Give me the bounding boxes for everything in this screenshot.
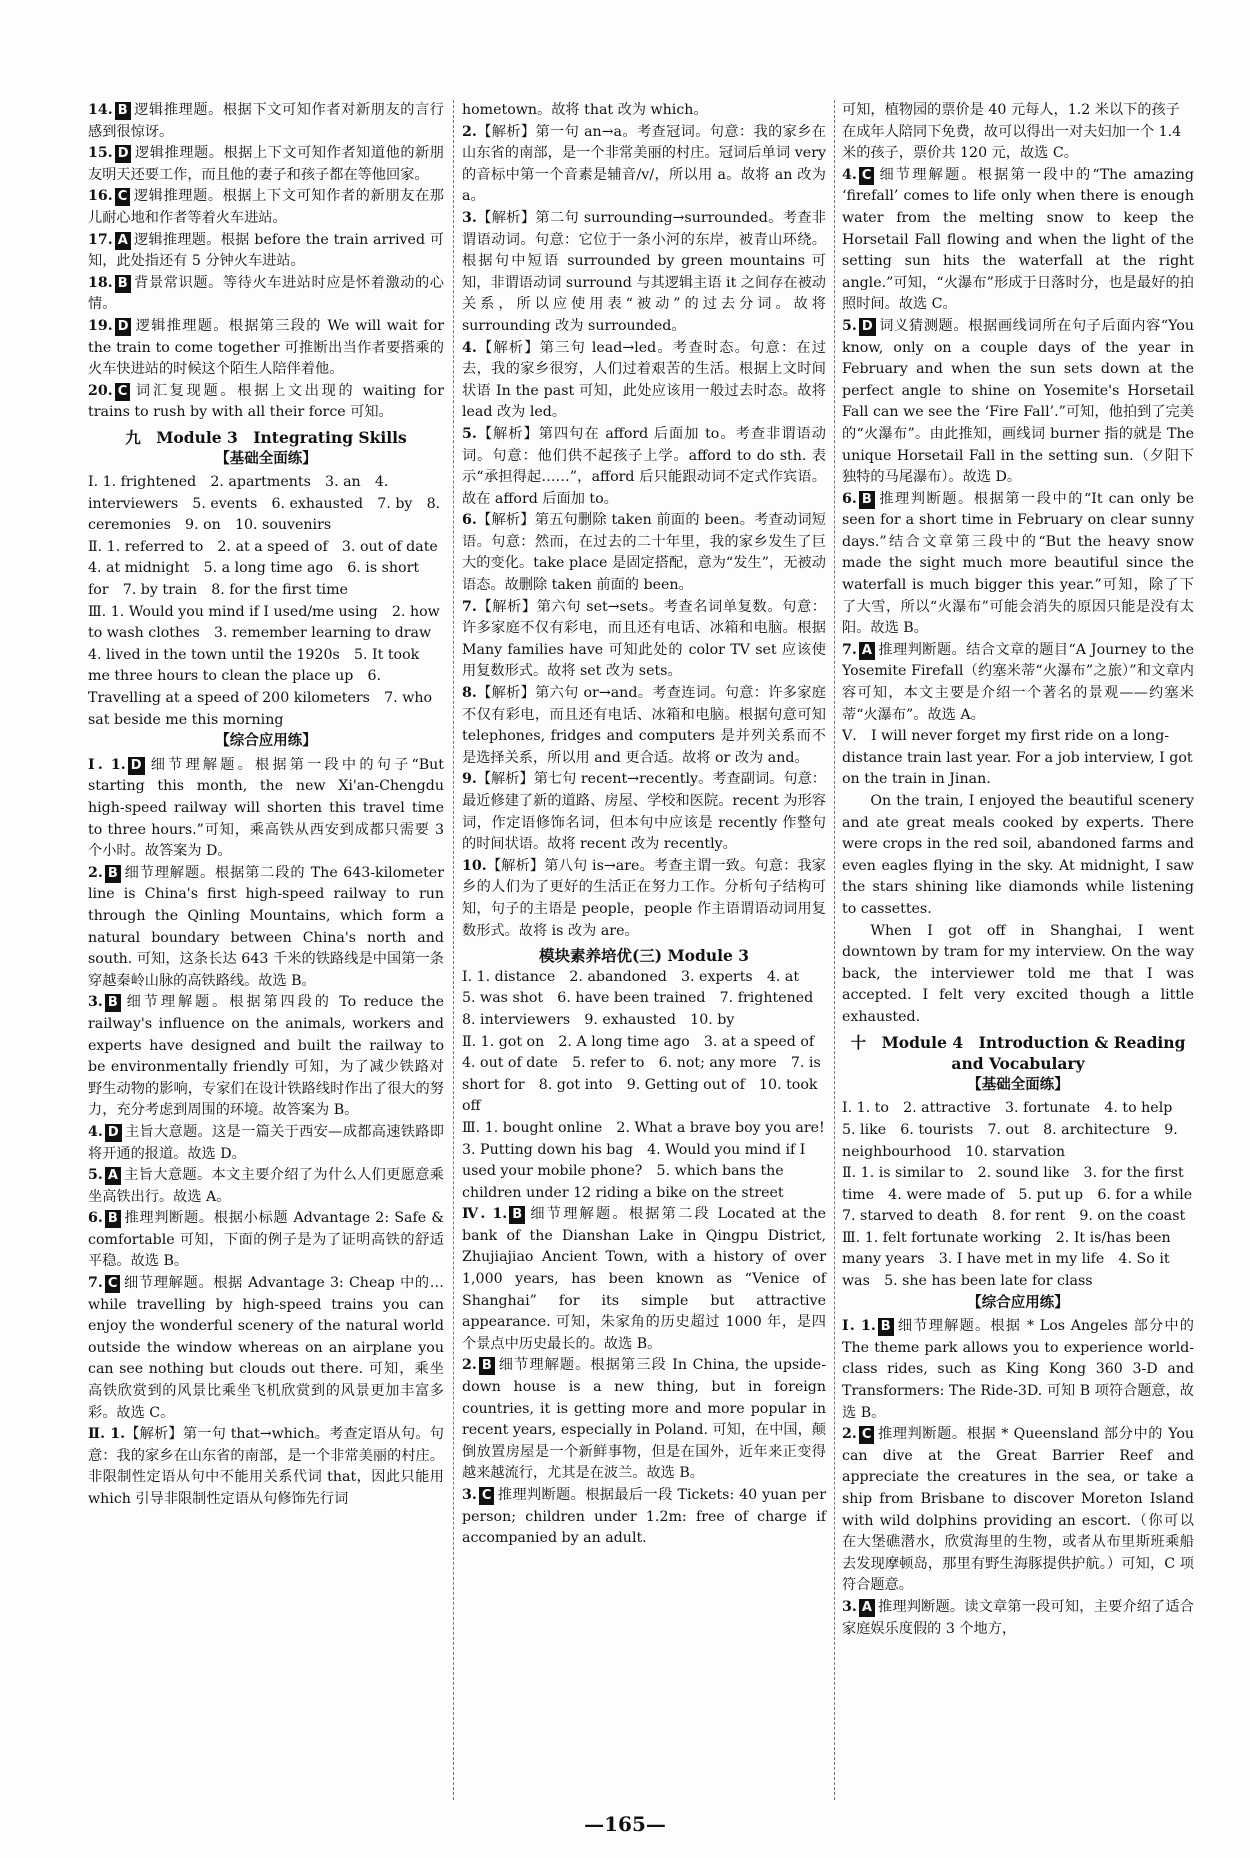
answer-item [88, 1122, 444, 1165]
answer-item [842, 1316, 1194, 1424]
module-heading: 模块素养培优(三) Module 3 [538, 946, 750, 966]
answer-item [842, 165, 1194, 316]
item-number: 19. [88, 317, 113, 334]
answer-letter-box: B [115, 275, 131, 293]
item-number: 18. [88, 274, 113, 291]
item-number: 4. [842, 166, 857, 183]
answer-item [462, 1485, 826, 1550]
answer-line: Ⅱ. 1. got on 2. A long time ago 3. at a speed of 4. out of date 5. refer to 6. not; any more 7. is short for 8. got into 9. Getting out of 10. took off [462, 1033, 829, 1115]
explanation-text: 细节理解题。根据第一段中的“The amazing ‘firefall’ comes to life only when there is enough water from the melting snow to keep the Horsetail Fall flowing and when the light of the setting sun hits the waterfall at the right angle.”可知，“火瀑布”形成于日落时分，也是最好的拍照时间。故选 C。 [842, 166, 1194, 313]
essay-paragraph: On the train, I enjoyed the beautiful scenery and ate great meals cooked by experts. There were crops in the red soil, abandoned farms and even eagles flying in the sky. At midnight, I saw the stars shining like diamonds while listening to cassettes. [842, 793, 1194, 917]
explanation-text: 主旨大意题。这是一篇关于西安—成都高速铁路即将开通的报道。故选 D。 [88, 1123, 444, 1162]
item-number: 2. [88, 864, 103, 881]
answer-item [462, 683, 826, 769]
explanation-text: 逻辑推理题。根据下文可知作者对新朋友的言行感到很惊讶。 [88, 102, 444, 140]
answer-letter-box: C [115, 383, 131, 401]
section-heading: 【综合应用练】 [215, 733, 317, 750]
item-number: Ⅰ. 1. [88, 756, 126, 773]
explanation-text: 推理判断题。根据小标题 Advantage 2: Safe & comfortable 可知，下面的例子是为了证明高铁的舒适平稳。故选 B。 [88, 1210, 444, 1270]
item-number: 14. [88, 102, 113, 118]
explanation-text: 词汇复现题。根据上文出现的 waiting for trains to rush by with all their force 可知。 [88, 382, 444, 421]
section-heading: 【基础全面练】 [215, 450, 317, 467]
item-number: 4. [88, 1123, 103, 1140]
explanation-text: 【解析】第一句 an→a。考查冠词。句意：我的家乡在山东省的南部，是一个非常美丽的村庄。冠词后单词 very 的音标中第一个音素是辅音/v/，所以用 a。故将 an 改为 a。 [462, 123, 826, 205]
answer-line: Ⅲ. 1. felt fortunate working 2. It is/has been many years 3. I have met in my life 4. So it was 5. she has been late for class [842, 1229, 1171, 1290]
answer-item [462, 424, 826, 510]
explanation-text: 【解析】第二句 surrounding→surrounded。考查非谓语动词。句意：它位于一条小河的东岸，被青山环绕。根据句中短语 surrounded by green mountains 可知，非谓语动词 surround 与其逻辑主语 it 之间存在被动关系，所以应使用表“被动”的过去分词。故将 surrounding 改为 surrounded。 [462, 209, 826, 334]
answer-letter-box: C [105, 1275, 121, 1293]
answer-item [88, 100, 444, 143]
column-right [842, 100, 1207, 1640]
item-number: Ⅳ. 1. [462, 1206, 508, 1223]
answer-item [462, 208, 826, 338]
essay-paragraph: When I got off in Shanghai, I went downtown by tram for my interview. On the way back, the interviewer told me that I was accepted. I felt very excited though a little exhausted. [842, 922, 1194, 1025]
explanation-text: 逻辑推理题。根据上下文可知作者的新朋友在那儿耐心地和作者等着火车进站。 [88, 188, 444, 226]
item-number: 9. [462, 771, 477, 788]
explanation-text: 细节理解题。根据第二段的 The 643-kilometer line is China's first high-speed railway to run through the Qinling Mountains, which form a natural boundary between China's north and south. 可知，这条长达 643 千米的铁路线是中国第一条穿越秦岭山脉的高铁路线。故选 B。 [88, 864, 444, 989]
explanation-text: 【解析】第四句在 afford 后面加 to。考查非谓语动词。句意：他们供不起孩子上学。afford to do sth. 表示“承担得起……”，afford 后只能跟动词不定式作宾语。故在 afford 后面加 to。 [462, 425, 826, 507]
answer-line: Ⅰ. 1. frightened 2. apartments 3. an 4. interviewers 5. events 6. exhausted 7. by 8. ceremonies 9. on 10. souvenirs [88, 474, 441, 534]
answer-letter-box: A [105, 1167, 121, 1185]
explanation-text: 词义猜测题。根据画线词所在句子后面内容“You know, only on a couple days of the year in February and when the sun sets down at the perfect angle to shine on Yosemite's Horsetail Fall can we see the ‘Fire Fall’.”可知，他拍到了完美的“火瀑布”。由此推知，画线词 burner 指的就是 The unique Horsetail Fall in the setting sun.（夕阳下独特的马尾瀑布）。故选 D。 [842, 317, 1194, 486]
answer-item [462, 769, 826, 855]
item-number: 3. [462, 209, 477, 226]
column-divider [453, 100, 454, 1800]
answer-item [462, 510, 826, 596]
answer-letter-box: C [859, 1426, 875, 1444]
explanation-text: 背景常识题。等待火车进站时应是怀着激动的心情。 [88, 274, 444, 313]
answer-line: Ⅱ. 1. referred to 2. at a speed of 3. out of date 4. at midnight 5. a long time ago 6. is short for 7. by train 8. for the first time [88, 538, 453, 599]
explanation-text: 【解析】第八句 is→are。考查主谓一致。句意：我家乡的人们为了更好的生活正在努力工作。分析句子结构可知，句子的主语是 people，people 作主语谓语动词用复数形式。故将 is 改为 are。 [462, 857, 826, 939]
answer-item [462, 597, 826, 683]
section-heading: 【基础全面练】 [967, 1076, 1069, 1093]
item-number: 2. [462, 123, 477, 140]
answer-letter-box: B [509, 1206, 525, 1224]
explanation-text: 推理判断题。结合文章的题目“A Journey to the Yosemite Firefall（约塞米蒂“火瀑布”之旅）”和文章内容可知，本文主要是介绍一个著名的景观——约塞米蒂“火瀑布”。故选 A。 [842, 641, 1194, 723]
item-number: 2. [842, 1426, 857, 1443]
answer-letter-box: B [105, 865, 121, 883]
explanation-text: 细节理解题。根据第三段 In China, the upside-down house is a new thing, but in foreign countries, it is getting more and more popular in recent years, especially in Poland. 可知，在中国，颠倒放置房屋是一个新鲜事物，但是在国外，近年来正变得越来越流行，尤其是在波兰。故选 B。 [462, 1357, 826, 1482]
answer-item [462, 122, 826, 208]
explanation-text: 【解析】第三句 lead→led。考查时态。句意：在过去，我的家乡很穷，人们过着艰苦的生活。根据上文时间状语 In the past 可知，此处应该用一般过去时态。故将 lead 改为 led。 [462, 339, 826, 421]
item-number: 2. [462, 1357, 477, 1374]
explanation-text: 【解析】第一句 that→which。考查定语从句。句意：我的家乡在山东省的南部，是一个非常美丽的村庄。非限制性定语从句中不能用关系代词 that，因此只能用 which 引导非限制性定语从句修饰先行词 [88, 1426, 444, 1507]
explanation-text: 【解析】第五句删除 taken 前面的 been。考查动词短语。句意：然而，在过去的二十年里，我的家乡发生了巨大的变化。take place 是固定搭配，意为“发生”，无被动语态。故删除 taken 前面的 been。 [462, 512, 826, 594]
explanation-text: 主旨大意题。本文主要介绍了为什么人们更愿意乘坐高铁出行。故选 A。 [88, 1167, 444, 1205]
answer-letter-box: C [115, 188, 131, 206]
answer-line: Ⅲ. 1. bought online 2. What a brave boy you are! 3. Putting down his bag 4. Would you mind if I used your mobile phone? 5. which bans the children under 12 riding a bike on the street [462, 1119, 839, 1201]
item-number: 7. [842, 641, 857, 658]
answer-letter-box: C [479, 1487, 495, 1505]
answer-letter-box: D [859, 318, 876, 336]
answer-item [88, 1273, 444, 1424]
explanation-text: 逻辑推理题。根据上下文可知作者知道他的新朋友明天还要工作，而且他的妻子和孩子都在等他回家。 [88, 145, 444, 183]
answer-letter-box: B [479, 1357, 495, 1375]
item-number: 10. [462, 857, 487, 874]
answer-line: hometown。故将 that 改为 which。 [462, 102, 708, 118]
answer-item [88, 381, 444, 424]
answer-item [88, 230, 444, 273]
item-number: 7. [88, 1275, 103, 1292]
answer-line: Ⅰ. 1. distance 2. abandoned 3. experts 4. at 5. was shot 6. have been trained 7. frightened 8. interviewers 9. exhausted 10. by [462, 968, 828, 1028]
answer-item [88, 143, 444, 186]
answer-item [462, 338, 826, 424]
explanation-text: 【解析】第六句 set→sets。考查名词单复数。句意：许多家庭不仅有彩电，而且还有电话、冰箱和电脑。根据 Many families have 可知此处的 color TV set 应该使用复数形式。故将 set 改为 sets。 [462, 598, 826, 680]
answer-letter-box: B [105, 1210, 121, 1228]
item-number: 6. [88, 1210, 103, 1227]
answer-line: Ⅰ. 1. to 2. attractive 3. fortunate 4. to help 5. like 6. tourists 7. out 8. architecture 9. neighbourhood 10. starvation [842, 1100, 1187, 1160]
answer-item [842, 316, 1194, 489]
section-heading: 【综合应用练】 [967, 1294, 1069, 1311]
answer-item [842, 640, 1194, 726]
item-number: 15. [88, 145, 113, 162]
item-number: 6. [842, 490, 857, 507]
answer-item [462, 1355, 826, 1485]
explanation-text: 细节理解题。根据第一段中的句子“But starting this month, the new Xi'an-Chengdu high-speed railway will shorten this travel time to three hours.”可知，乘高铁从西安到成都只需要 3 个小时。故答案为 D。 [88, 756, 444, 860]
answer-letter-box: A [859, 642, 875, 660]
answer-item [462, 856, 826, 942]
answer-letter-box: D [115, 145, 132, 163]
item-number: 6. [462, 512, 477, 529]
answer-item [462, 1204, 826, 1355]
answer-line: Ⅴ. I will never forget my first ride on a long-distance train last year. For a job interview, I got on the train in Jinan. [842, 728, 1193, 788]
explanation-text: 细节理解题。根据 * Los Angeles 部分中的 The theme park allows you to experience world-class rides, such as King Kong 360 3-D and Transformers: The Ride-3D. 可知 B 项符合题意，故选 B。 [842, 1318, 1194, 1421]
explanation-text: 推理判断题。读文章第一段可知，主要介绍了适合家庭娱乐度假的 3 个地方， [842, 1598, 1194, 1637]
column-left [88, 100, 453, 1511]
explanation-text: 逻辑推理题。根据 before the train arrived 可知，此处指还有 5 分钟火车进站。 [88, 231, 444, 270]
answer-letter-box: A [115, 232, 131, 250]
item-number: 4. [462, 339, 477, 356]
module-heading: 九 Module 3 Integrating Skills [125, 427, 407, 447]
answer-item [842, 1597, 1194, 1640]
module-heading: 十 Module 4 Introduction & Reading and Vocabulary [850, 1032, 1186, 1074]
answer-letter-box: C [859, 167, 875, 185]
answer-letter-box: B [105, 994, 121, 1012]
item-number: Ⅰ. 1. [842, 1318, 876, 1335]
item-number: 3. [462, 1487, 477, 1503]
answer-line: 可知，植物园的票价是 40 元每人，1.2 米以下的孩子在成年人陪同下免费，故可以得出一对夫妇加一个 1.4 米的孩子，票价共 120 元，故选 C。 [842, 102, 1182, 162]
answer-letter-box: A [859, 1599, 875, 1617]
item-number: 3. [842, 1598, 857, 1615]
answer-letter-box: B [878, 1318, 894, 1336]
explanation-text: 推理判断题。根据第一段中的“It can only be seen for a short time in February on clear sunny days.”结合文章第三段中的“But the heavy snow made the sight much more beautiful since the waterfall is much bigger this year.”可知，除了下了大雪，所以“火瀑布”可能会消失的原因只能是没有太阳。故选 B。 [842, 490, 1194, 637]
answer-letter-box: D [115, 318, 132, 336]
answer-item [842, 489, 1194, 640]
answer-item [88, 863, 444, 993]
item-number: 16. [88, 188, 113, 205]
item-number: 8. [462, 685, 477, 702]
item-number: 20. [88, 382, 113, 399]
answer-item [842, 1424, 1194, 1597]
explanation-text: 【解析】第六句 or→and。考查连词。句意：许多家庭不仅有彩电，而且还有电话、冰箱和电脑。根据句意可知 telephones, fridges and computers 是并列关系而不是选择关系，所以用 and 更合适。故将 or 改为 and。 [462, 685, 826, 766]
answer-item [88, 273, 444, 316]
answer-letter-box: D [128, 757, 145, 775]
item-number: 3. [88, 994, 103, 1011]
explanation-text: 细节理解题。根据第四段的 To reduce the railway's influence on the animals, workers and experts have designed and built the railway to be environmentally friendly 可知，为了减少铁路对野生动物的影响，专家们在设计铁路线时作出了很大的努力，充分考虑到周围的环境。故答案为 B。 [88, 994, 444, 1119]
explanation-text: 细节理解题。根据第二段 Located at the bank of the Dianshan Lake in Qingpu District, Zhujiajiao Ancient Town, with a history of over 1,000 years, has been known as “Venice of Shanghai” for its simple but attractive appearance. 可知，朱家角的历史超过 1000 年，是四个景点中历史最长的。故选 B。 [462, 1206, 826, 1352]
answer-item [88, 316, 444, 381]
item-number: 17. [88, 231, 113, 248]
answer-letter-box: D [105, 1124, 122, 1142]
explanation-text: 逻辑推理题。根据第三段的 We will wait for the train to come together 可推断出当作者要搭乘的火车快进站的时候这个陌生人陪伴着他。 [88, 317, 444, 378]
item-number: 5. [842, 317, 857, 334]
explanation-text: 【解析】第七句 recent→recently。考查副词。句意：最近修建了新的道路、房屋、学校和医院。recent 为形容词，作定语修饰名词，但本句中应该是 recently 作整句的时间状语。故将 recent 改为 recently。 [462, 771, 826, 853]
item-number: 5. [462, 425, 477, 442]
column-middle [462, 100, 839, 1550]
answer-item [88, 186, 444, 229]
column-divider [834, 100, 835, 1800]
answer-line: Ⅲ. 1. Would you mind if I used/me using 2. how to wash clothes 3. remember learning to draw 4. lived in the town until the 1920s 5. It took me three hours to clean the place up 6. Travelling at a speed of 200 kilometers 7. who sat beside me this morning [88, 603, 446, 728]
item-number: 5. [88, 1167, 103, 1184]
answer-item [88, 1165, 444, 1208]
answer-letter-box: B [859, 491, 875, 509]
explanation-text: 细节理解题。根据 Advantage 3: Cheap 中的… while travelling by high-speed trains you can enjoy the wonderful scenery of the natural world outside the window whereas on an airplane you can see nothing but clouds out there. 可知，乘坐高铁欣赏到的风景比乘坐飞机欣赏到的风景更加丰富多彩。故选 C。 [88, 1275, 444, 1421]
page-number: —165— [584, 1812, 666, 1836]
answer-item [88, 755, 444, 863]
item-number: 7. [462, 598, 477, 615]
answer-letter-box: B [115, 102, 131, 120]
answer-item [88, 1208, 444, 1273]
answer-line: Ⅱ. 1. is similar to 2. sound like 3. for the first time 4. were made of 5. put up 6. for a while 7. starved to death 8. for rent 9. on the coast [842, 1165, 1207, 1225]
explanation-text: 推理判断题。根据 * Queensland 部分中的 You can dive at the Great Barrier Reef and appreciate the creatures in the sea, or take a ship from Brisbane to discover Moreton Island with wild dolphins providing an escort.（你可以在大堡礁潜水，欣赏海里的生物，或者从布里斯班乘船去发现摩顿岛，那里有野生海豚提供护航。）可知，C 项符合题意。 [842, 1426, 1194, 1594]
answer-item [88, 992, 444, 1122]
item-number: Ⅱ. 1. [88, 1426, 126, 1443]
answer-item [88, 1424, 444, 1510]
explanation-text: 推理判断题。根据最后一段 Tickets: 40 yuan per person; children under 1.2m: free of charge if accompanied by an adult. [462, 1487, 826, 1547]
